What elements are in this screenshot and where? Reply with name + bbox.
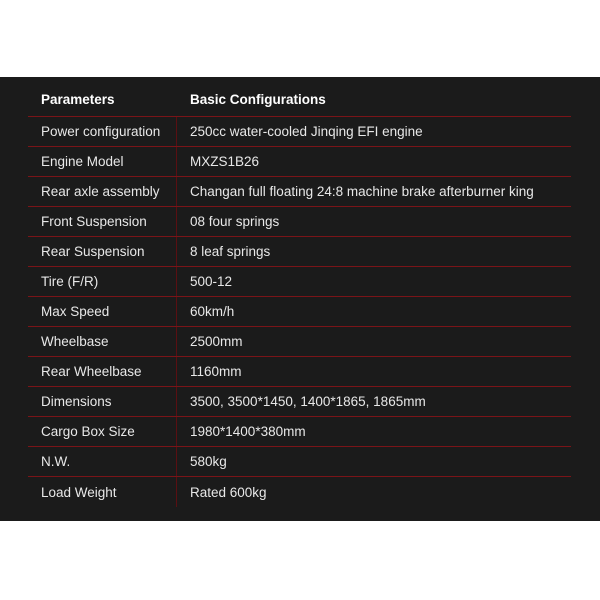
column-divider xyxy=(176,117,177,146)
table-row xyxy=(28,357,571,387)
row-value: 500-12 xyxy=(190,274,233,289)
table-row xyxy=(28,267,571,297)
row-param: Rear axle assembly xyxy=(41,184,160,199)
row-param: Rear Wheelbase xyxy=(41,364,142,379)
row-param: Engine Model xyxy=(41,154,124,169)
column-divider xyxy=(176,477,177,507)
column-divider xyxy=(176,267,177,296)
row-value: 08 four springs xyxy=(190,214,280,229)
row-value: 60km/h xyxy=(190,304,235,319)
table-row xyxy=(28,177,571,207)
row-param: Power configuration xyxy=(41,124,161,139)
row-value: 580kg xyxy=(190,454,227,469)
row-value: Changan full floating 24:8 machine brake afterburner king xyxy=(190,184,534,199)
column-divider xyxy=(176,297,177,326)
row-param: Tire (F/R) xyxy=(41,274,99,289)
row-param: Front Suspension xyxy=(41,214,147,229)
table-row xyxy=(28,117,571,147)
column-divider xyxy=(176,237,177,266)
spec-panel xyxy=(0,77,600,521)
column-divider xyxy=(176,447,177,476)
row-param: Max Speed xyxy=(41,304,110,319)
table-header-row xyxy=(28,83,571,117)
column-divider xyxy=(176,387,177,416)
row-value: 1980*1400*380mm xyxy=(190,424,306,439)
row-param: Wheelbase xyxy=(41,334,109,349)
table-row xyxy=(28,237,571,267)
row-value: 3500, 3500*1450, 1400*1865, 1865mm xyxy=(190,394,426,409)
column-divider xyxy=(176,177,177,206)
table-row xyxy=(28,417,571,447)
table-row xyxy=(28,447,571,477)
row-param: Dimensions xyxy=(41,394,112,409)
header-parameters: Parameters xyxy=(41,92,115,107)
table-row xyxy=(28,207,571,237)
spec-table xyxy=(28,83,571,507)
table-row xyxy=(28,477,571,507)
column-divider xyxy=(176,357,177,386)
row-value: 1160mm xyxy=(190,364,242,379)
column-divider xyxy=(176,327,177,356)
header-basic-configurations: Basic Configurations xyxy=(190,92,326,107)
row-value: MXZS1B26 xyxy=(190,154,260,169)
row-param: N.W. xyxy=(41,454,71,469)
row-value: Rated 600kg xyxy=(190,484,267,500)
table-row xyxy=(28,147,571,177)
table-row xyxy=(28,387,571,417)
row-param: Cargo Box Size xyxy=(41,424,135,439)
row-value: 8 leaf springs xyxy=(190,244,271,259)
table-row xyxy=(28,297,571,327)
column-divider xyxy=(176,417,177,446)
column-divider xyxy=(176,147,177,176)
column-divider xyxy=(176,207,177,236)
row-value: 250cc water-cooled Jinqing EFI engine xyxy=(190,124,423,139)
row-value: 2500mm xyxy=(190,334,243,349)
row-param: Load Weight xyxy=(41,484,117,500)
table-row xyxy=(28,327,571,357)
row-param: Rear Suspension xyxy=(41,244,145,259)
